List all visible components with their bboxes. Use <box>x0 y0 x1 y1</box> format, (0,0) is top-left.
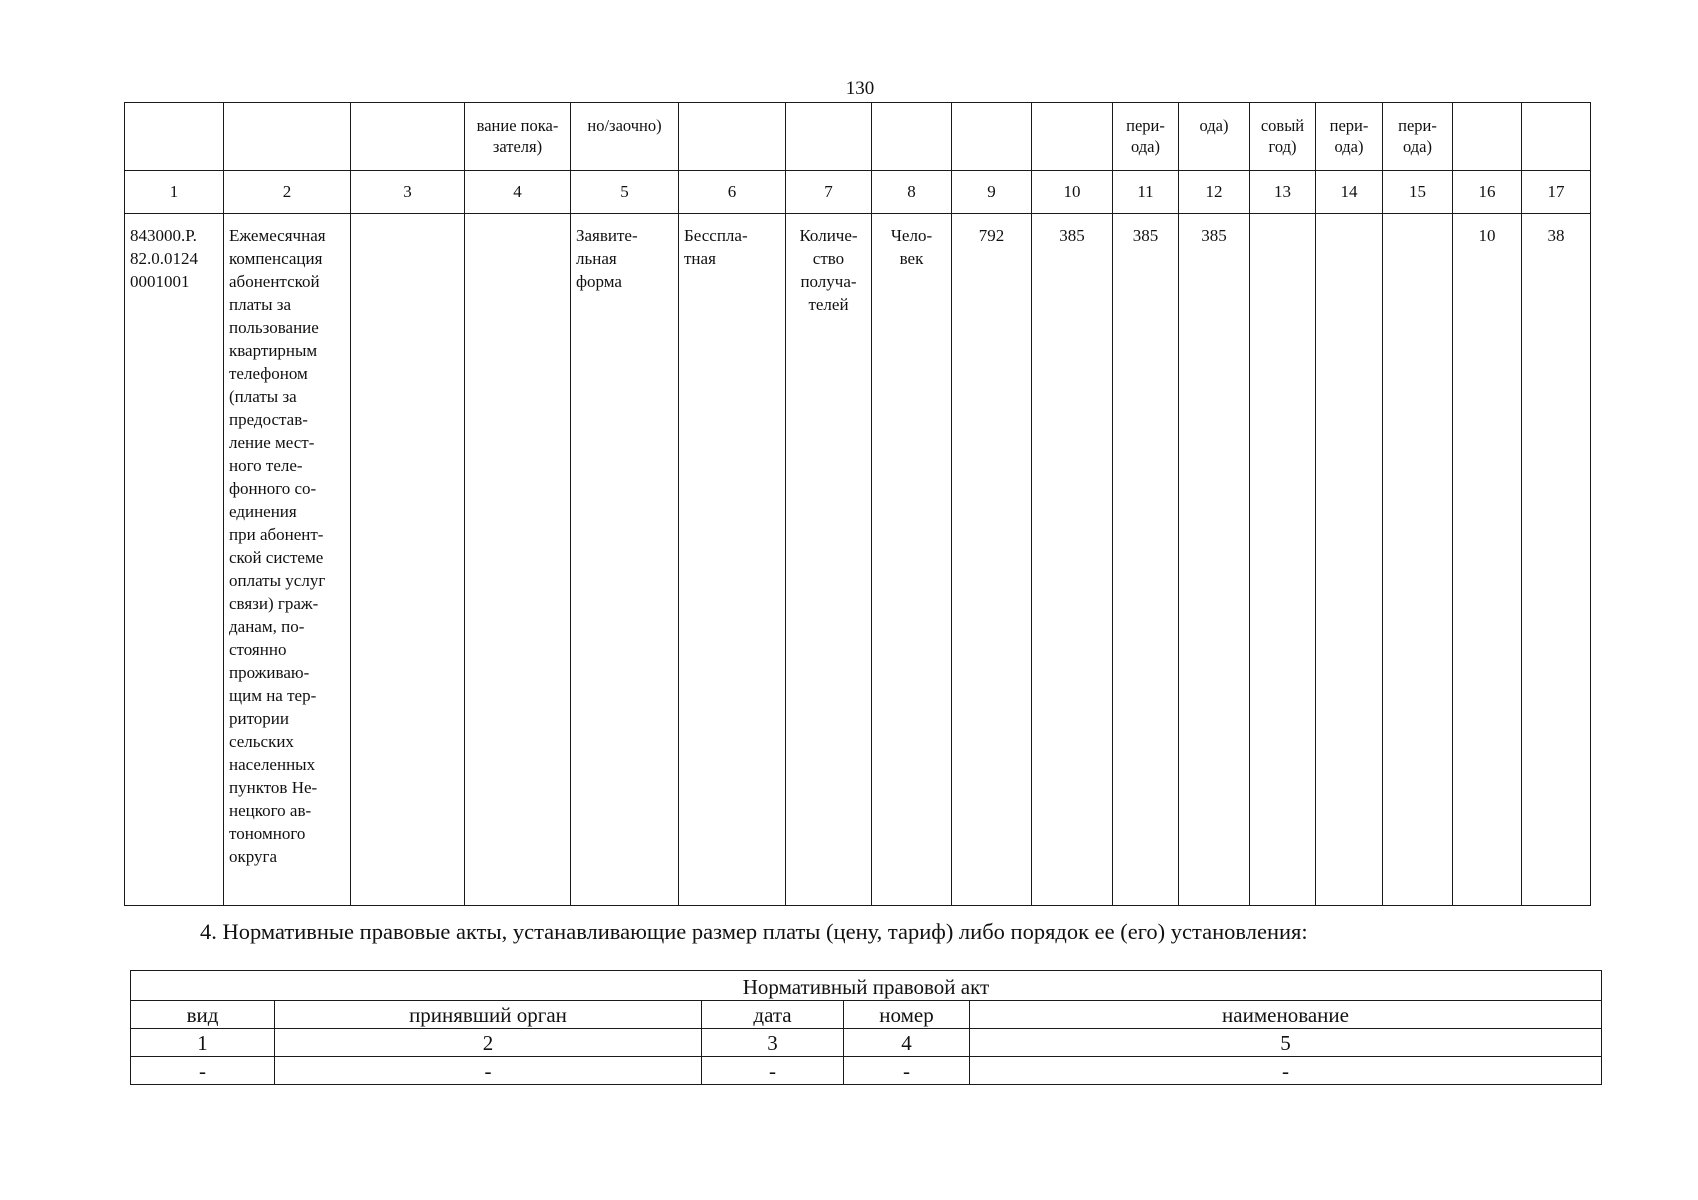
header-type: вид <box>131 1001 275 1029</box>
column-number: 5 <box>571 171 679 214</box>
form-cell <box>571 214 679 906</box>
header-fragment: ода) <box>1199 116 1229 135</box>
cell-value: - <box>844 1057 970 1085</box>
header-cell <box>1316 103 1383 171</box>
service-name: Ежемесячная компенсация абонентской платы за пользование квартирным телефоном (платы за предостав- ление мест- ного теле- фонного со- единения при абонент- ской системе оплаты услуг связи) граж- данам, по- стоянно проживаю- щим на тер- ритории сельских населенных пунктов Не- нецкого ав- тономного округа <box>229 226 326 866</box>
header-cell <box>1250 103 1316 171</box>
section-4-heading: 4. Нормативные правовые акты, устанавливающие размер платы (цену, тариф) либо порядок ее (его) установления: <box>200 919 1308 944</box>
header-fragment: пери- ода) <box>1329 116 1369 156</box>
header-cell <box>1179 103 1250 171</box>
cell-value: - <box>275 1057 702 1085</box>
header-fragment: пери- ода) <box>1126 116 1165 156</box>
value-col-17: 38 <box>1547 226 1565 245</box>
service-volume-table <box>124 102 1591 906</box>
header-date: дата <box>702 1001 844 1029</box>
value-cell <box>1316 214 1383 906</box>
header-cell <box>1032 103 1113 171</box>
column-number: 17 <box>1522 171 1591 214</box>
value-col-11: 385 <box>1132 226 1159 245</box>
header-cell <box>1383 103 1453 171</box>
table-row <box>125 214 1591 906</box>
okei-cell <box>952 214 1032 906</box>
value-cell <box>1179 214 1250 906</box>
column-number: 1 <box>125 171 224 214</box>
empty-cell <box>351 214 465 906</box>
header-cell <box>571 103 679 171</box>
indicator-cell <box>786 214 872 906</box>
header-cell <box>1453 103 1522 171</box>
service-name-cell <box>224 214 351 906</box>
value-col-16: 10 <box>1478 226 1496 245</box>
header-cell <box>351 103 465 171</box>
legal-acts-caption: Нормативный правовой акт <box>131 971 1602 1001</box>
cell-value: - <box>131 1057 275 1085</box>
value-cell <box>1453 214 1522 906</box>
column-number: 15 <box>1383 171 1453 214</box>
value-cell <box>1032 214 1113 906</box>
cell-value: - <box>970 1057 1602 1085</box>
column-number: 13 <box>1250 171 1316 214</box>
column-number-row <box>125 171 1591 214</box>
column-number: 6 <box>679 171 786 214</box>
column-number: 10 <box>1032 171 1113 214</box>
header-cell <box>952 103 1032 171</box>
column-number: 11 <box>1113 171 1179 214</box>
unit-name: Чело- век <box>890 226 933 268</box>
page-number: 130 <box>845 78 875 99</box>
indicator-name: Количе- ство получа- телей <box>799 226 858 314</box>
legal-acts-number-row <box>131 1029 1602 1057</box>
legal-acts-header-row <box>131 1001 1602 1029</box>
header-cell <box>1113 103 1179 171</box>
value-cell <box>1383 214 1453 906</box>
column-number: 8 <box>872 171 952 214</box>
legal-acts-caption-row <box>131 971 1602 1001</box>
legal-acts-table <box>130 970 1602 1085</box>
value-cell <box>1113 214 1179 906</box>
column-number: 3 <box>702 1029 844 1057</box>
header-cell <box>465 103 571 171</box>
registry-code: 843000.Р. 82.0.0124 0001001 <box>130 226 198 291</box>
column-number: 9 <box>952 171 1032 214</box>
header-fragment: вание пока- зателя) <box>476 116 559 156</box>
table-row <box>131 1057 1602 1085</box>
empty-cell <box>465 214 571 906</box>
header-cell <box>1522 103 1591 171</box>
header-fragment: совый год) <box>1260 116 1305 156</box>
header-cell <box>786 103 872 171</box>
column-number: 16 <box>1453 171 1522 214</box>
unit-cell <box>872 214 952 906</box>
cell-value: - <box>702 1057 844 1085</box>
value-cell <box>1250 214 1316 906</box>
header-fragment: но/заочно) <box>587 116 662 135</box>
registry-code-cell <box>125 214 224 906</box>
column-number: 1 <box>131 1029 275 1057</box>
payment-cell <box>679 214 786 906</box>
column-number: 4 <box>465 171 571 214</box>
value-col-10: 385 <box>1059 226 1085 245</box>
header-cell <box>125 103 224 171</box>
table-header-row <box>125 103 1591 171</box>
service-form: Заявите- льная форма <box>576 226 638 291</box>
column-number: 5 <box>970 1029 1602 1057</box>
header-cell <box>679 103 786 171</box>
header-cell <box>872 103 952 171</box>
column-number: 14 <box>1316 171 1383 214</box>
column-number: 4 <box>844 1029 970 1057</box>
header-cell <box>224 103 351 171</box>
value-col-12: 385 <box>1201 226 1227 245</box>
header-title: наименование <box>970 1001 1602 1029</box>
payment-type: Бесспла- тная <box>684 226 748 268</box>
header-authority: принявший орган <box>275 1001 702 1029</box>
header-fragment: пери- ода) <box>1398 116 1437 156</box>
column-number: 2 <box>275 1029 702 1057</box>
column-number: 7 <box>786 171 872 214</box>
header-number: номер <box>844 1001 970 1029</box>
column-number: 3 <box>351 171 465 214</box>
column-number: 2 <box>224 171 351 214</box>
column-number: 12 <box>1179 171 1250 214</box>
okei-code: 792 <box>978 226 1005 245</box>
value-cell <box>1522 214 1591 906</box>
